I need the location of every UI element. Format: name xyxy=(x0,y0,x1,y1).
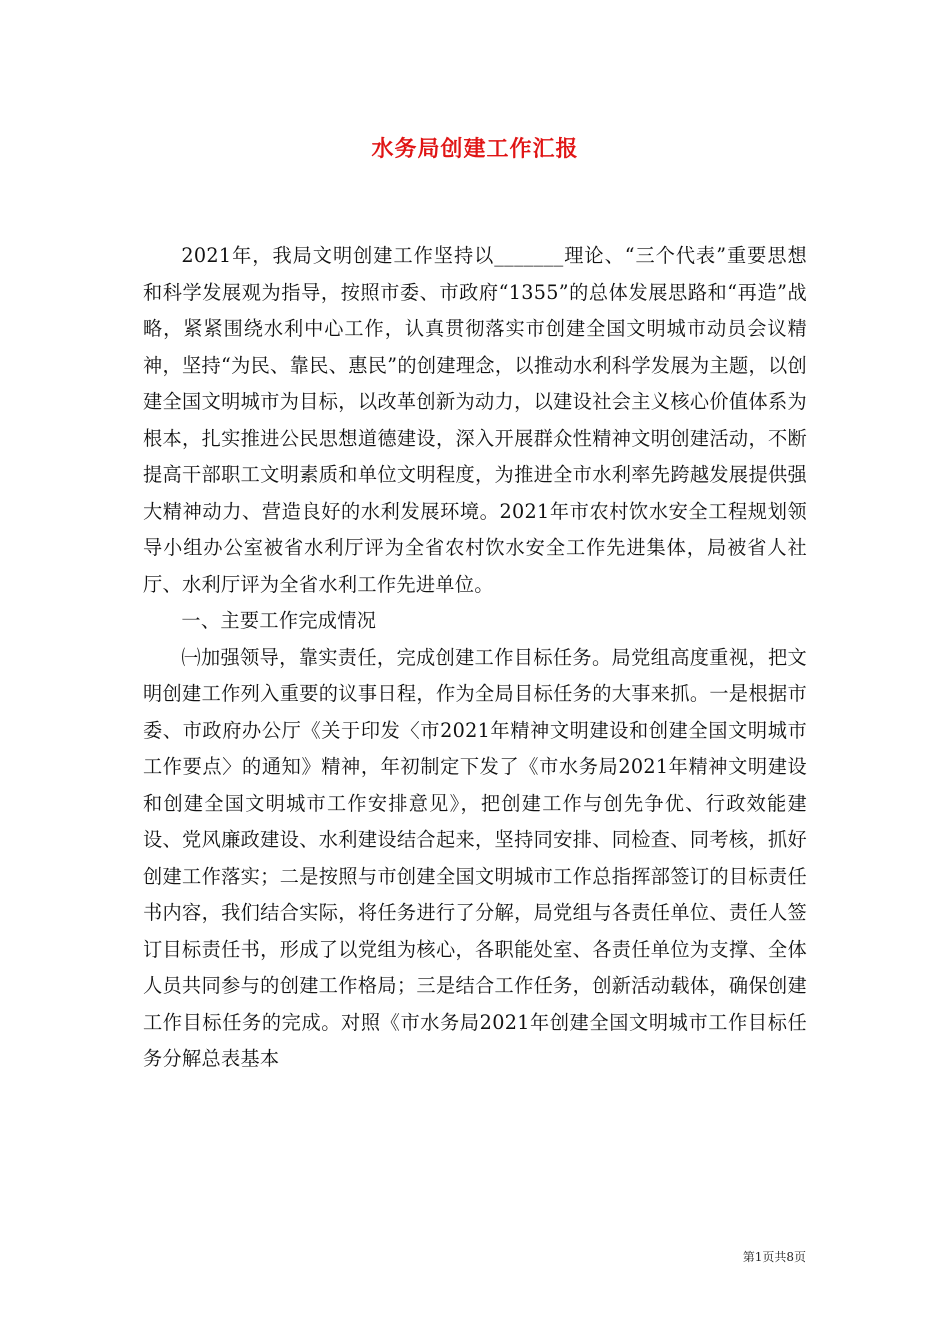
section-heading: 一、主要工作完成情况 xyxy=(181,609,377,632)
intro-paragraph: 2021年，我局文明创建工作坚持以_______理论、“三个代表”重要思想和科学发展观为指导，按照市委、市政府“1355”的总体发展思路和“再造”战略，紧紧围绕水利中心工作，认真贯彻落实市创建全国文明城市动员会议精神，坚持“为民、靠民、惠民”的创建理念，以推动水利科学发展为主题，以创建全国文明城市为目标，以改革创新为动力，以建设社会主义核心价值体系为根本，扎实推进公民思想道德建设，深入开展群众性精神文明创建活动，不断提高干部职工文明素质和单位文明程度，为推进全市水利率先跨越发展提供强大精神动力、营造良好的水利发展环境。2021年市农村饮水安全工程规划领导小组办公室被省水利厅评为全省农村饮水安全工作先进集体，局被省人社厅、水利厅评为全省水利工作先进单位。 xyxy=(143,244,807,596)
document-title: 水务局创建工作汇报 xyxy=(371,136,579,162)
section-paragraph: ㈠加强领导，靠实责任，完成创建工作目标任务。局党组高度重视，把文明创建工作列入重要的议事日程，作为全局目标任务的大事来抓。一是根据市委、市政府办公厅《关于印发〈市2021年精神文明建设和创建全国文明城市工作要点〉的通知》精神，年初制定下发了《市水务局2021年精神文明建设和创建全国文明城市工作安排意见》，把创建工作与创先争优、行政效能建设、党风廉政建设、水利建设结合起来，坚持同安排、同检查、同考核，抓好创建工作落实；二是按照与市创建全国文明城市工作总指挥部签订的目标责任书内容，我们结合实际，将任务进行了分解，局党组与各责任单位、责任人签订目标责任书，形成了以党组为核心，各职能处室、各责任单位为支撑、全体人员共同参与的创建工作格局；三是结合工作任务，创新活动载体，确保创建工作目标任务的完成。对照《市水务局2021年创建全国文明城市工作目标任务分解总表基本 xyxy=(143,645,807,1070)
document-body xyxy=(143,238,807,1078)
page-number: 第1页共8页 xyxy=(742,1250,806,1264)
